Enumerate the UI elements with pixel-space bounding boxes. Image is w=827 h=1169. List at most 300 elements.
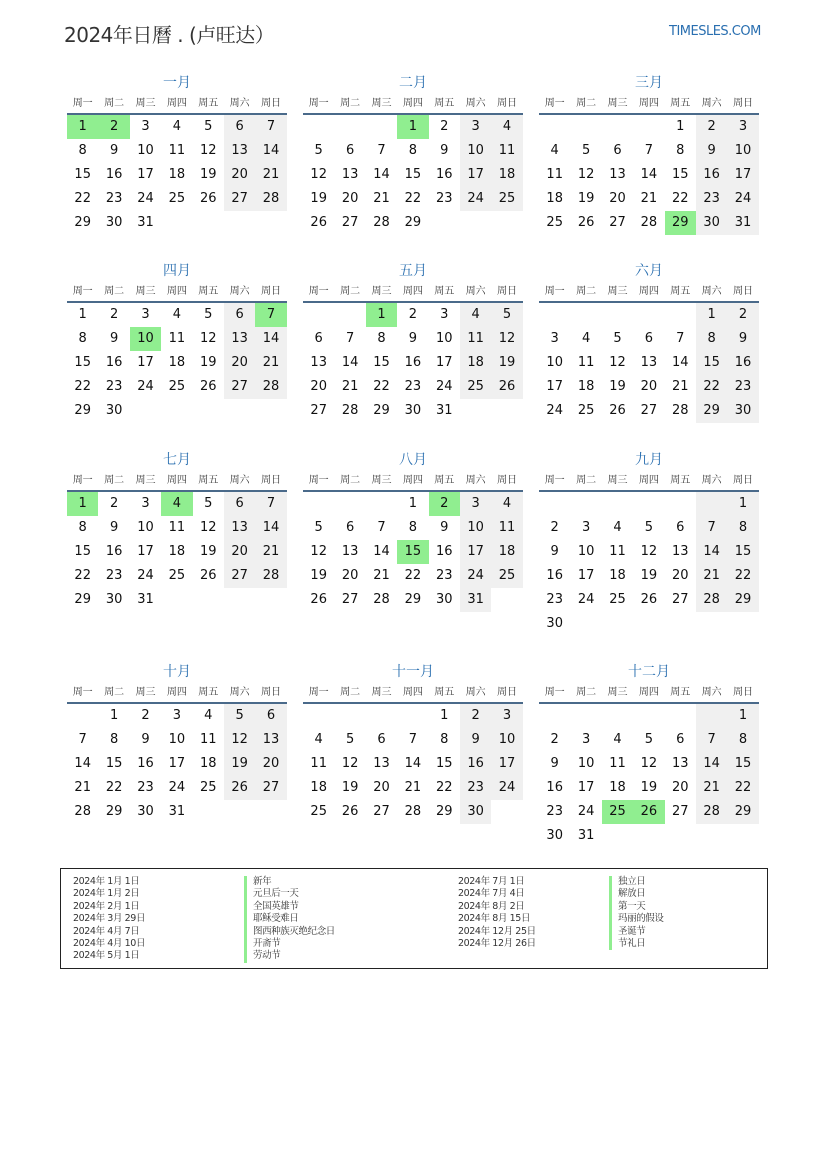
day-cell: 25	[609, 592, 626, 607]
day-cell: 15	[373, 355, 390, 370]
holiday-legend	[60, 868, 768, 969]
weekday-label: 周一	[544, 475, 565, 486]
day-cell: 9	[109, 143, 119, 158]
holiday-name: 耶稣受难日	[244, 913, 335, 925]
day-cell: 1	[408, 496, 417, 511]
day-cell: 18	[168, 355, 186, 370]
day-cell: 4	[491, 492, 522, 516]
empty-cell	[491, 800, 522, 824]
day-cell: 10	[577, 544, 595, 559]
weekday-header	[539, 684, 759, 704]
empty-cell	[727, 612, 758, 636]
empty-cell	[665, 612, 696, 636]
day-cell: 15	[397, 540, 428, 564]
day-grid	[539, 704, 759, 848]
weekday-label: 周三	[135, 475, 156, 486]
day-cell: 7	[644, 143, 653, 158]
day-cell: 19	[310, 191, 327, 206]
day-cell: 28	[74, 804, 91, 819]
month-block	[67, 450, 287, 612]
day-cell: 13	[671, 756, 689, 771]
day-cell: 14	[671, 355, 689, 370]
month-block	[303, 450, 523, 612]
day-cell: 5	[581, 143, 591, 158]
day-cell: 11	[609, 756, 626, 771]
day-cell: 20	[310, 379, 327, 394]
day-cell: 20	[224, 540, 255, 564]
day-cell: 18	[609, 568, 626, 583]
day-cell: 13	[224, 516, 255, 540]
day-cell: 29	[435, 804, 453, 819]
empty-cell	[696, 704, 727, 728]
day-cell: 20	[640, 379, 658, 394]
day-cell: 24	[546, 403, 563, 418]
month-block	[303, 73, 523, 235]
day-cell: 12	[341, 756, 359, 771]
day-cell: 21	[404, 780, 422, 795]
day-cell: 20	[255, 752, 286, 776]
day-cell: 8	[440, 732, 449, 747]
empty-cell	[161, 399, 192, 423]
weekday-label: 周四	[166, 98, 187, 109]
day-cell: 2	[98, 115, 129, 139]
day-cell: 27	[224, 564, 255, 588]
empty-cell	[602, 824, 633, 848]
empty-cell	[539, 303, 570, 327]
day-grid	[67, 303, 287, 423]
weekday-header	[539, 95, 759, 115]
day-cell: 15	[74, 167, 91, 182]
empty-cell	[334, 303, 365, 327]
day-cell: 30	[435, 592, 453, 607]
day-cell: 18	[546, 191, 563, 206]
day-cell: 7	[696, 728, 727, 752]
weekday-label: 周一	[544, 687, 565, 698]
day-cell: 4	[613, 732, 622, 747]
day-cell: 7	[696, 516, 727, 540]
weekday-label: 周六	[701, 286, 722, 297]
day-cell: 30	[546, 828, 563, 843]
day-cell: 4	[491, 115, 522, 139]
day-cell: 23	[696, 187, 727, 211]
day-cell: 26	[199, 568, 217, 583]
weekday-label: 周三	[371, 98, 392, 109]
day-cell: 24	[137, 191, 154, 206]
day-cell: 22	[727, 776, 758, 800]
day-cell: 23	[105, 568, 123, 583]
day-cell: 6	[644, 331, 653, 346]
day-cell: 2	[109, 307, 119, 322]
empty-cell	[303, 492, 334, 516]
day-cell: 11	[546, 167, 563, 182]
empty-cell	[570, 303, 601, 327]
day-cell: 14	[373, 167, 390, 182]
day-cell: 14	[255, 516, 286, 540]
empty-cell	[193, 399, 224, 423]
day-cell: 19	[310, 568, 327, 583]
empty-cell	[334, 492, 365, 516]
day-cell: 13	[671, 544, 689, 559]
holiday-name: 圣诞节	[609, 926, 664, 938]
day-cell: 24	[577, 804, 595, 819]
day-cell: 29	[665, 211, 696, 235]
weekday-label: 周一	[72, 475, 93, 486]
day-cell: 3	[550, 331, 559, 346]
day-cell: 8	[78, 520, 87, 535]
day-cell: 10	[577, 756, 595, 771]
empty-cell	[602, 704, 633, 728]
day-cell: 17	[137, 544, 154, 559]
day-cell: 24	[168, 780, 186, 795]
empty-cell	[665, 824, 696, 848]
day-cell: 30	[727, 399, 758, 423]
month-name: 六月	[635, 263, 663, 279]
day-cell: 3	[141, 307, 150, 322]
day-cell: 3	[491, 704, 522, 728]
day-cell: 15	[696, 351, 727, 375]
day-cell: 22	[74, 379, 91, 394]
day-cell: 27	[609, 215, 626, 230]
day-cell: 10	[130, 327, 161, 351]
holiday-date: 2024年 8月 15日	[458, 913, 531, 925]
day-cell: 21	[373, 568, 390, 583]
weekday-label: 周五	[434, 286, 455, 297]
day-cell: 11	[577, 355, 595, 370]
weekday-label: 周五	[198, 286, 219, 297]
empty-cell	[570, 115, 601, 139]
holiday-name: 解放日	[609, 888, 664, 900]
month-name: 一月	[163, 75, 191, 91]
holiday-date: 2024年 7月 4日	[458, 888, 525, 900]
day-cell: 4	[172, 119, 181, 134]
day-cell: 7	[255, 492, 286, 516]
weekday-label: 周三	[607, 98, 628, 109]
weekday-label: 周三	[371, 687, 392, 698]
day-cell: 20	[341, 568, 359, 583]
month-block	[67, 662, 287, 824]
empty-cell	[224, 211, 255, 235]
empty-cell	[633, 303, 664, 327]
day-cell: 5	[613, 331, 622, 346]
weekday-header	[539, 283, 759, 303]
day-cell: 15	[74, 544, 91, 559]
day-cell: 19	[199, 544, 217, 559]
day-cell: 18	[168, 167, 186, 182]
day-cell: 17	[727, 163, 758, 187]
day-cell: 15	[727, 752, 758, 776]
month-block	[539, 261, 759, 423]
day-grid	[539, 492, 759, 636]
day-cell: 30	[105, 592, 123, 607]
day-cell: 21	[671, 379, 689, 394]
day-cell: 1	[67, 492, 98, 516]
day-cell: 21	[255, 351, 286, 375]
empty-cell	[460, 399, 491, 423]
day-cell: 11	[168, 520, 186, 535]
day-cell: 7	[377, 143, 386, 158]
day-cell: 5	[491, 303, 522, 327]
day-cell: 30	[105, 215, 123, 230]
empty-cell	[193, 211, 224, 235]
month-block	[539, 73, 759, 235]
site-link[interactable]: TIMESLES.COM	[669, 24, 761, 39]
day-cell: 26	[310, 215, 327, 230]
day-cell: 2	[408, 307, 417, 322]
weekday-label: 周四	[638, 687, 659, 698]
day-cell: 30	[460, 800, 491, 824]
day-cell: 13	[609, 167, 626, 182]
month-name: 五月	[399, 263, 427, 279]
day-cell: 7	[676, 331, 685, 346]
day-cell: 14	[696, 540, 727, 564]
day-cell: 25	[491, 564, 522, 588]
day-cell: 1	[727, 704, 758, 728]
day-cell: 6	[224, 115, 255, 139]
weekday-label: 周三	[607, 475, 628, 486]
day-cell: 16	[105, 355, 123, 370]
weekday-header	[303, 684, 523, 704]
weekday-label: 周三	[135, 286, 156, 297]
month-block	[303, 662, 523, 824]
weekday-label: 周三	[135, 98, 156, 109]
day-cell: 11	[168, 143, 186, 158]
day-cell: 21	[255, 163, 286, 187]
day-cell: 1	[78, 307, 87, 322]
weekday-label: 周五	[434, 98, 455, 109]
month-block	[67, 73, 287, 235]
weekday-label: 周三	[135, 687, 156, 698]
day-cell: 5	[204, 496, 213, 511]
day-cell: 28	[373, 592, 390, 607]
empty-cell	[570, 612, 601, 636]
day-cell: 9	[550, 544, 559, 559]
day-cell: 6	[255, 704, 286, 728]
day-cell: 18	[609, 780, 626, 795]
holiday-name: 玛丽的假设	[609, 913, 664, 925]
day-cell: 16	[546, 568, 563, 583]
day-cell: 14	[373, 544, 390, 559]
empty-cell	[255, 399, 286, 423]
day-cell: 21	[696, 564, 727, 588]
empty-cell	[491, 588, 522, 612]
empty-cell	[570, 704, 601, 728]
empty-cell	[633, 704, 664, 728]
day-cell: 7	[255, 303, 286, 327]
weekday-label: 周四	[166, 286, 187, 297]
day-cell: 25	[310, 804, 327, 819]
day-cell: 9	[408, 331, 417, 346]
weekday-label: 周一	[308, 286, 329, 297]
day-cell: 16	[460, 752, 491, 776]
empty-cell	[696, 612, 727, 636]
day-cell: 12	[199, 520, 217, 535]
day-cell: 31	[137, 592, 154, 607]
day-cell: 19	[609, 379, 626, 394]
empty-cell	[366, 704, 397, 728]
day-cell: 21	[640, 191, 658, 206]
weekday-label: 周三	[371, 286, 392, 297]
day-cell: 1	[676, 119, 685, 134]
empty-cell	[397, 704, 428, 728]
day-cell: 1	[397, 115, 428, 139]
month-name: 十月	[163, 664, 191, 680]
day-cell: 7	[78, 732, 87, 747]
weekday-header	[67, 95, 287, 115]
day-cell: 5	[204, 119, 213, 134]
day-cell: 28	[671, 403, 689, 418]
day-cell: 1	[696, 303, 727, 327]
day-cell: 18	[460, 351, 491, 375]
empty-cell	[539, 492, 570, 516]
day-cell: 23	[460, 776, 491, 800]
empty-cell	[429, 211, 460, 235]
empty-cell	[303, 115, 334, 139]
holiday-date: 2024年 1月 2日	[73, 888, 140, 900]
day-cell: 4	[172, 307, 181, 322]
day-cell: 27	[341, 592, 359, 607]
day-cell: 20	[373, 780, 390, 795]
day-cell: 21	[341, 379, 359, 394]
day-cell: 17	[435, 355, 453, 370]
day-cell: 5	[224, 704, 255, 728]
day-cell: 18	[168, 544, 186, 559]
day-cell: 29	[74, 215, 91, 230]
day-grid	[539, 303, 759, 423]
day-cell: 27	[341, 215, 359, 230]
day-cell: 19	[640, 780, 658, 795]
holiday-date: 2024年 5月 1日	[73, 950, 140, 962]
weekday-label: 周四	[638, 286, 659, 297]
empty-cell	[602, 492, 633, 516]
day-cell: 26	[577, 215, 595, 230]
weekday-label: 周二	[340, 286, 361, 297]
empty-cell	[334, 115, 365, 139]
day-cell: 31	[727, 211, 758, 235]
empty-cell	[224, 399, 255, 423]
weekday-label: 周二	[104, 286, 125, 297]
day-cell: 20	[609, 191, 626, 206]
day-cell: 17	[137, 167, 154, 182]
day-cell: 12	[199, 331, 217, 346]
day-cell: 23	[137, 780, 154, 795]
holiday-date: 2024年 12月 26日	[458, 938, 536, 950]
day-cell: 16	[435, 167, 453, 182]
weekday-header	[303, 472, 523, 492]
day-cell: 15	[105, 756, 123, 771]
weekday-label: 周五	[434, 687, 455, 698]
day-cell: 10	[546, 355, 563, 370]
month-block	[303, 261, 523, 423]
day-cell: 1	[67, 115, 98, 139]
day-cell: 4	[204, 708, 213, 723]
day-cell: 29	[727, 800, 758, 824]
month-name: 四月	[163, 263, 191, 279]
day-cell: 19	[199, 355, 217, 370]
day-cell: 24	[435, 379, 453, 394]
empty-cell	[255, 588, 286, 612]
weekday-label: 周四	[402, 98, 423, 109]
day-cell: 24	[137, 568, 154, 583]
weekday-label: 周日	[733, 687, 754, 698]
weekday-label: 周五	[198, 98, 219, 109]
day-cell: 23	[546, 592, 563, 607]
day-cell: 10	[137, 520, 154, 535]
day-cell: 13	[341, 167, 359, 182]
day-cell: 5	[204, 307, 213, 322]
day-cell: 9	[460, 728, 491, 752]
weekday-label: 周日	[497, 475, 518, 486]
day-cell: 13	[255, 728, 286, 752]
day-cell: 25	[168, 379, 186, 394]
day-cell: 2	[440, 119, 449, 134]
day-cell: 2	[141, 708, 150, 723]
empty-cell	[633, 115, 664, 139]
day-cell: 27	[224, 187, 255, 211]
day-cell: 26	[199, 191, 217, 206]
empty-cell	[491, 399, 522, 423]
day-cell: 26	[640, 592, 658, 607]
day-cell: 29	[404, 215, 422, 230]
weekday-label: 周二	[104, 687, 125, 698]
day-cell: 25	[199, 780, 217, 795]
month-name: 三月	[635, 75, 663, 91]
day-cell: 9	[109, 331, 119, 346]
day-cell: 11	[168, 331, 186, 346]
day-cell: 6	[377, 732, 386, 747]
weekday-header	[67, 472, 287, 492]
day-cell: 30	[105, 403, 123, 418]
day-cell: 30	[546, 616, 563, 631]
empty-cell	[539, 704, 570, 728]
day-cell: 2	[696, 115, 727, 139]
weekday-label: 周二	[576, 98, 597, 109]
legend-names-left	[244, 876, 335, 963]
day-cell: 24	[460, 187, 491, 211]
day-cell: 14	[341, 355, 359, 370]
day-cell: 12	[199, 143, 217, 158]
day-cell: 22	[74, 191, 91, 206]
day-cell: 25	[491, 187, 522, 211]
weekday-label: 周一	[308, 687, 329, 698]
empty-cell	[255, 800, 286, 824]
weekday-label: 周六	[465, 475, 486, 486]
day-cell: 7	[408, 732, 417, 747]
day-cell: 12	[609, 355, 626, 370]
legend-names-right	[609, 876, 664, 950]
weekday-label: 周一	[308, 98, 329, 109]
weekday-label: 周五	[198, 475, 219, 486]
day-cell: 4	[581, 331, 591, 346]
day-cell: 3	[581, 732, 591, 747]
day-cell: 27	[671, 804, 689, 819]
month-name: 十二月	[628, 664, 670, 680]
day-cell: 21	[373, 191, 390, 206]
weekday-label: 周一	[544, 286, 565, 297]
day-cell: 9	[696, 139, 727, 163]
day-cell: 25	[168, 191, 186, 206]
day-cell: 8	[109, 732, 119, 747]
day-cell: 29	[74, 403, 91, 418]
day-cell: 22	[696, 375, 727, 399]
day-cell: 4	[550, 143, 559, 158]
weekday-label: 周日	[733, 98, 754, 109]
weekday-label: 周五	[670, 475, 691, 486]
weekday-label: 周六	[229, 687, 250, 698]
empty-cell	[696, 492, 727, 516]
day-cell: 1	[440, 708, 449, 723]
empty-cell	[460, 211, 491, 235]
day-cell: 16	[727, 351, 758, 375]
